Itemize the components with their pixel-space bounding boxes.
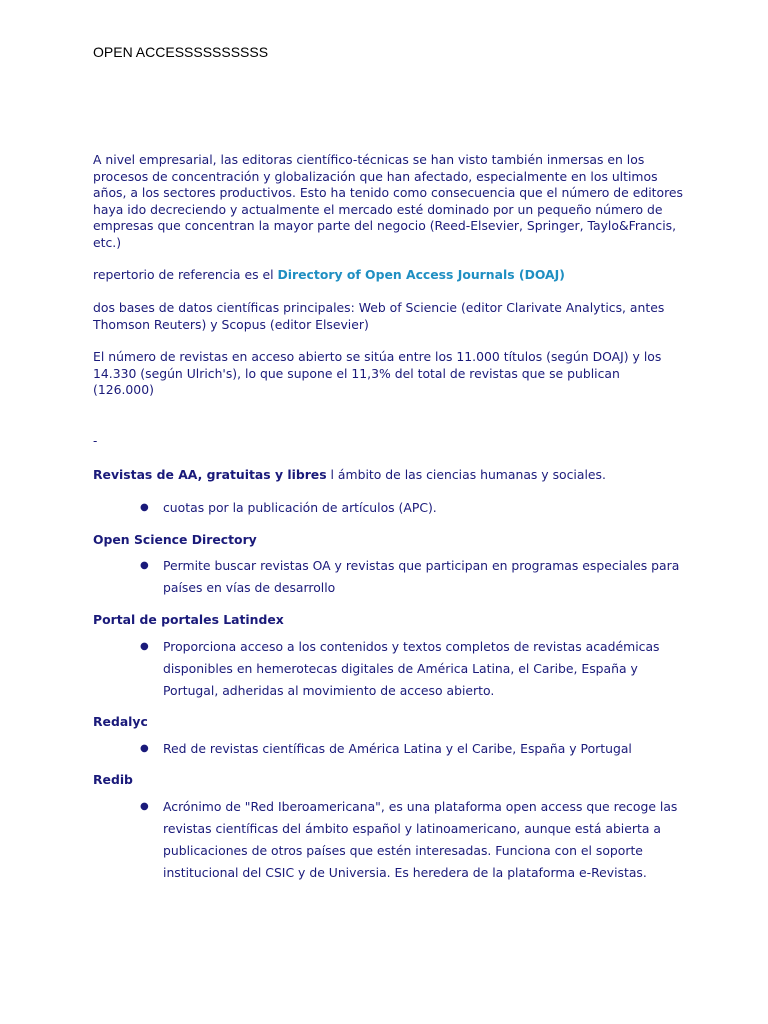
list-item-text: Permite buscar revistas OA y revistas que participan en programas especiales para países en vías de desarrollo bbox=[163, 558, 680, 595]
list-item-text: Proporciona acceso a los contenidos y textos completos de revistas académicas disponibles en hemerotecas digitales de América Latina, el Caribe, España y Portugal, adheridas al movimiento de acceso abierto. bbox=[163, 639, 660, 698]
separator-dash: - bbox=[93, 434, 98, 448]
paragraph-doaj bbox=[93, 267, 683, 284]
paragraph-journal-count: El número de revistas en acceso abierto se sitúa entre los 11.000 títulos (según DOAJ) y los 14.330 (según Ulrich's), lo que supone el 11,3% del total de revistas que se publican (126.000) bbox=[93, 349, 662, 397]
bullet-icon: ● bbox=[140, 560, 149, 571]
bullet-icon: ● bbox=[140, 801, 149, 812]
paragraph-doaj-text: repertorio de referencia es el bbox=[93, 267, 278, 282]
section-heading-revistas-aa bbox=[93, 467, 606, 482]
list-item-text: cuotas por la publicación de artículos (APC). bbox=[163, 500, 437, 515]
list-item bbox=[140, 636, 680, 702]
list-item-text: Red de revistas científicas de América Latina y el Caribe, España y Portugal bbox=[163, 741, 632, 756]
section-heading-open-science-directory: Open Science Directory bbox=[93, 532, 257, 547]
doaj-link[interactable]: Directory of Open Access Journals (DOAJ) bbox=[277, 267, 565, 282]
list-item bbox=[140, 555, 680, 599]
bullet-icon: ● bbox=[140, 502, 149, 513]
bullet-icon: ● bbox=[140, 743, 149, 754]
document-title: OPEN ACCESSSSSSSSSS bbox=[93, 44, 269, 60]
list-item bbox=[140, 796, 680, 884]
paragraph-publishers: A nivel empresarial, las editoras científico-técnicas se han visto también inmersas en los procesos de concentración y globalización que han afectado, especialmente en los ultimos años, a los sectores productivos. Esto ha tenido como consecuencia que el número de editores haya ido decreciendo y actualmente el mercado esté dominado por un pequeño número de empresas que concentran la mayor parte del negocio (Reed-Elsevier, Springer, Taylo&Francis, etc.) bbox=[93, 152, 683, 250]
section-heading-latindex: Portal de portales Latindex bbox=[93, 612, 284, 627]
list-item bbox=[140, 497, 680, 519]
bullet-icon: ● bbox=[140, 641, 149, 652]
section-heading-rest: l ámbito de las ciencias humanas y sociales. bbox=[326, 467, 606, 482]
section-heading-redalyc: Redalyc bbox=[93, 714, 148, 729]
section-heading-bold: Revistas de AA, gratuitas y libres bbox=[93, 467, 327, 482]
paragraph-databases: dos bases de datos científicas principales: Web of Sciencie (editor Clarivate Analytics, antes Thomson Reuters) y Scopus (editor Elsevier) bbox=[93, 300, 665, 332]
list-item bbox=[140, 738, 680, 760]
list-item-text: Acrónimo de "Red Iberoamericana", es una plataforma open access que recoge las revistas científicas del ámbito español y latinoamericano, aunque está abierta a publicaciones de otros países que estén interesadas. Funciona con el soporte institucional del CSIC y de Universia. Es heredera de la plataforma e-Revistas. bbox=[163, 799, 678, 880]
section-heading-redib: Redib bbox=[93, 772, 133, 787]
